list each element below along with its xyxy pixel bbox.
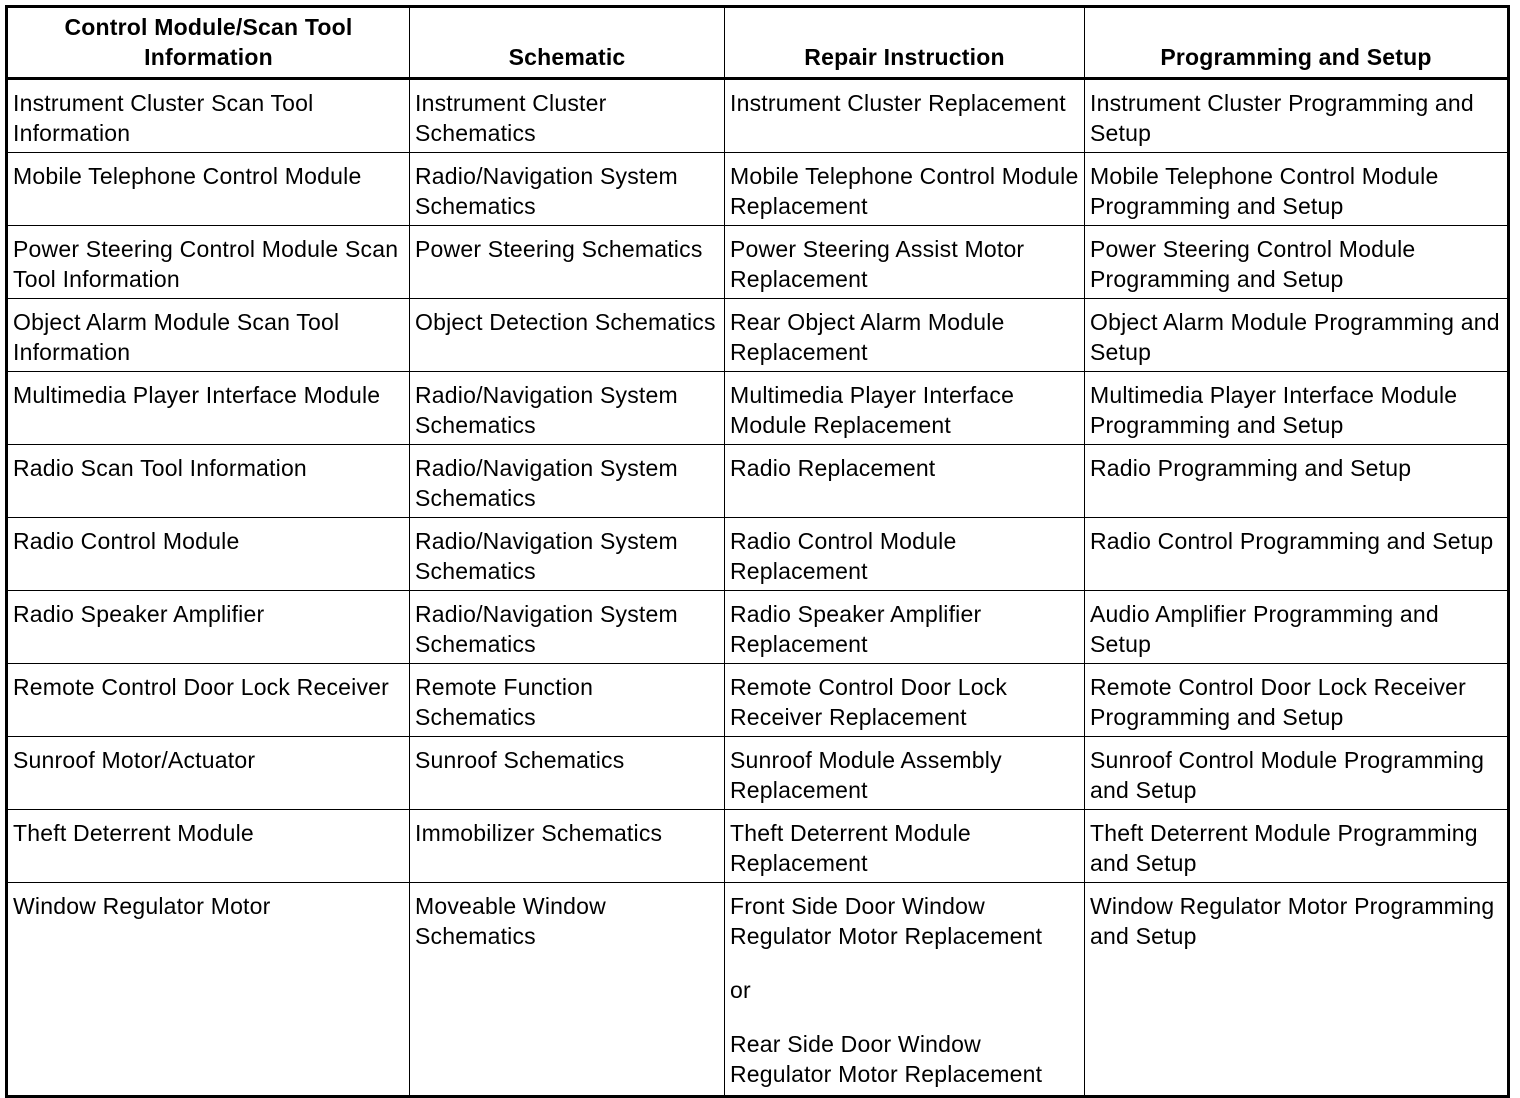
cell-programming: Radio Control Programming and Setup [1085,518,1509,591]
table-row [7,664,1509,737]
cell-repair [725,737,1085,810]
repair-instruction-text: Radio Control Module Replacement [730,528,957,584]
cell-module: Object Alarm Module Scan Tool Information [7,299,410,372]
cell-module: Radio Speaker Amplifier [7,591,410,664]
cell-schematic: Object Detection Schematics [410,299,725,372]
cell-programming: Remote Control Door Lock Receiver Programming and Setup [1085,664,1509,737]
table-row [7,591,1509,664]
cell-repair [725,372,1085,445]
cell-schematic: Sunroof Schematics [410,737,725,810]
cell-module: Multimedia Player Interface Module [7,372,410,445]
cell-module: Theft Deterrent Module [7,810,410,883]
table-row [7,79,1509,153]
header-schematic: Schematic [410,7,725,79]
cell-module: Sunroof Motor/Actuator [7,737,410,810]
cell-schematic: Radio/Navigation System Schematics [410,445,725,518]
cell-repair [725,518,1085,591]
repair-instruction-text: Power Steering Assist Motor Replacement [730,236,1025,292]
repair-instruction-text: Front Side Door Window Regulator Motor Replacement [730,893,1043,949]
repair-instruction-text: Theft Deterrent Module Replacement [730,820,971,876]
cell-module: Radio Control Module [7,518,410,591]
cell-repair [725,153,1085,226]
cell-repair [725,810,1085,883]
cell-module: Window Regulator Motor [7,883,410,1097]
cell-repair [725,226,1085,299]
table-row [7,445,1509,518]
repair-instruction-text: Rear Side Door Window Regulator Motor Replacement [730,1031,1043,1087]
cell-schematic: Remote Function Schematics [410,664,725,737]
cell-repair [725,79,1085,153]
table-row [7,810,1509,883]
cell-schematic: Power Steering Schematics [410,226,725,299]
cell-module: Instrument Cluster Scan Tool Information [7,79,410,153]
repair-instruction-text: or [730,977,751,1003]
cell-schematic: Moveable Window Schematics [410,883,725,1097]
repair-instruction-text: Rear Object Alarm Module Replacement [730,309,1005,365]
cell-schematic: Radio/Navigation System Schematics [410,153,725,226]
cell-repair [725,883,1085,1097]
cell-programming: Radio Programming and Setup [1085,445,1509,518]
cell-programming: Power Steering Control Module Programming and Setup [1085,226,1509,299]
cell-schematic: Instrument Cluster Schematics [410,79,725,153]
cell-programming: Multimedia Player Interface Module Programming and Setup [1085,372,1509,445]
repair-instruction-text: Remote Control Door Lock Receiver Replacement [730,674,1008,730]
cell-programming: Sunroof Control Module Programming and Setup [1085,737,1509,810]
cell-programming: Instrument Cluster Programming and Setup [1085,79,1509,153]
cell-repair [725,591,1085,664]
cell-schematic: Radio/Navigation System Schematics [410,518,725,591]
cell-programming: Object Alarm Module Programming and Setup [1085,299,1509,372]
table-row [7,883,1509,1097]
table-row [7,372,1509,445]
repair-instruction-text: Instrument Cluster Replacement [730,90,1066,116]
header-module: Control Module/Scan Tool Information [7,7,410,79]
table-row [7,518,1509,591]
repair-instruction-text: Radio Replacement [730,455,936,481]
cell-module: Radio Scan Tool Information [7,445,410,518]
header-repair: Repair Instruction [725,7,1085,79]
cell-module: Power Steering Control Module Scan Tool Information [7,226,410,299]
cell-repair [725,445,1085,518]
cell-programming: Window Regulator Motor Programming and Setup [1085,883,1509,1097]
cell-repair [725,299,1085,372]
repair-instruction-text: Mobile Telephone Control Module Replacement [730,163,1079,219]
repair-instruction-text: Multimedia Player Interface Module Replacement [730,382,1015,438]
header-programming: Programming and Setup [1085,7,1509,79]
cell-schematic: Radio/Navigation System Schematics [410,591,725,664]
header-row [7,7,1509,79]
table-body [7,79,1509,1097]
service-reference-table [5,5,1510,1098]
table-row [7,153,1509,226]
cell-schematic: Radio/Navigation System Schematics [410,372,725,445]
cell-module: Mobile Telephone Control Module [7,153,410,226]
cell-programming: Audio Amplifier Programming and Setup [1085,591,1509,664]
repair-instruction-text: Radio Speaker Amplifier Replacement [730,601,982,657]
table-row [7,299,1509,372]
cell-repair [725,664,1085,737]
cell-module: Remote Control Door Lock Receiver [7,664,410,737]
repair-instruction-text: Sunroof Module Assembly Replacement [730,747,1002,803]
cell-programming: Mobile Telephone Control Module Programming and Setup [1085,153,1509,226]
table-row [7,737,1509,810]
cell-schematic: Immobilizer Schematics [410,810,725,883]
cell-programming: Theft Deterrent Module Programming and Setup [1085,810,1509,883]
table-row [7,226,1509,299]
